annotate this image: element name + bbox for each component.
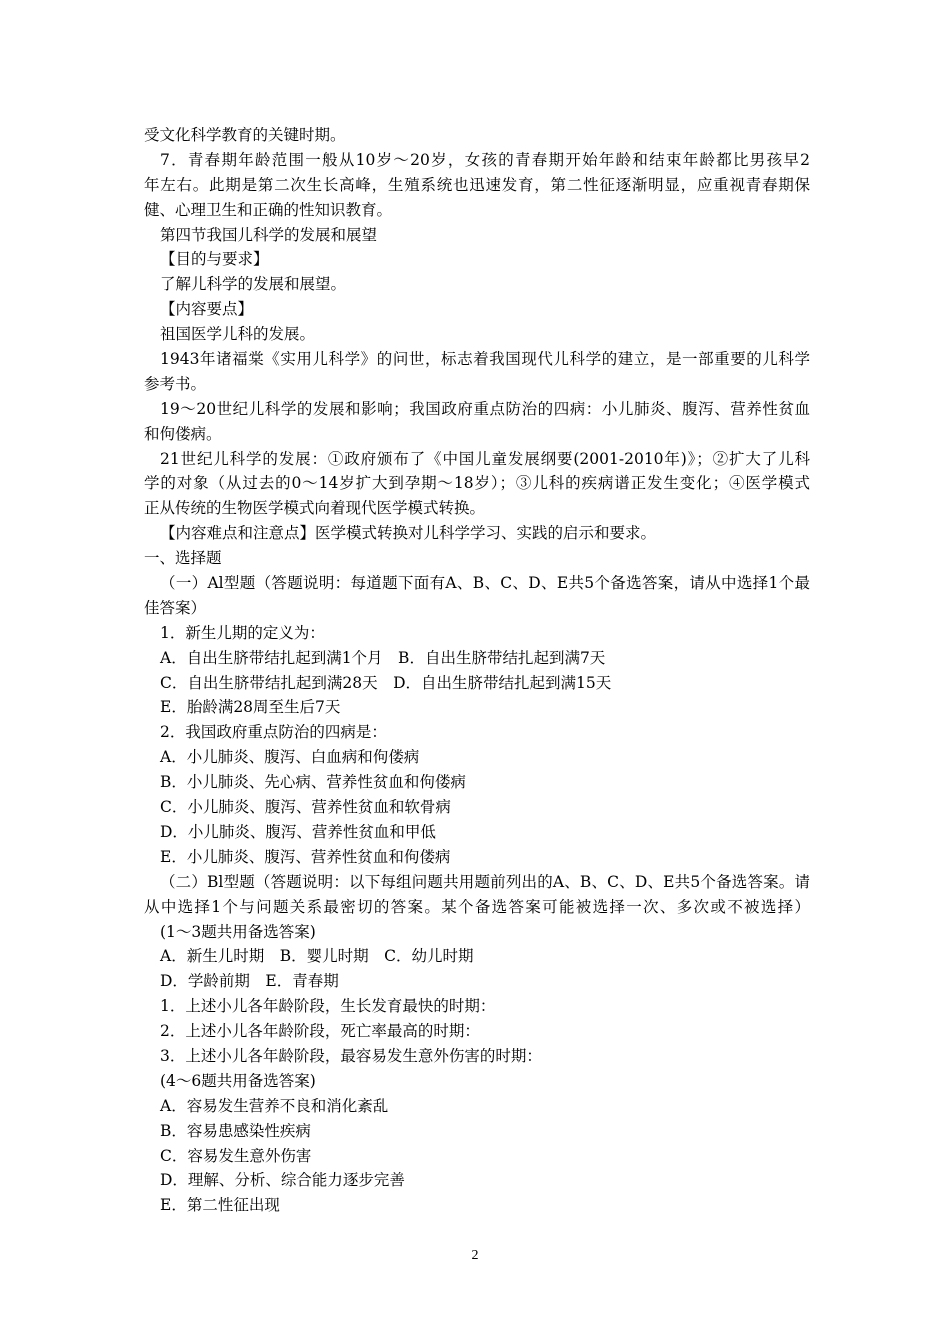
text-line: C．容易发生意外伤害 (160, 1146, 312, 1165)
text-line: E．小儿肺炎、腹泻、营养性贫血和佝偻病 (160, 847, 451, 866)
text-line: 从中选择1个与问题关系最密切的答案。某个备选答案可能被选择一次、多次或不被选择） (144, 897, 810, 916)
text-line: 1．新生儿期的定义为： (160, 623, 325, 642)
text-line: 第四节我国儿科学的发展和展望 (160, 225, 378, 244)
text-line: 受文化科学教育的关键时期。 (144, 126, 346, 144)
text-line: A．小儿肺炎、腹泻、白血病和佝偻病 (160, 748, 420, 767)
text-line: 祖国医学儿科的发展。 (160, 325, 316, 344)
text-line: 正从传统的生物医学模式向着现代医学模式转换。 (144, 499, 486, 518)
text-line: A．自出生脐带结扎起到满1个月 B．自出生脐带结扎起到满7天 (160, 648, 606, 667)
text-line: E．第二性征出现 (160, 1196, 280, 1215)
text-line: (4～6题共用备选答案) (160, 1071, 316, 1090)
text-line: D．理解、分析、综合能力逐步完善 (160, 1171, 405, 1190)
text-line: 【内容要点】 (160, 300, 254, 319)
text-line: A．新生儿时期 B．婴儿时期 C．幼儿时期 (160, 947, 474, 966)
text-line: 佳答案） (144, 598, 207, 617)
text-line: C．自出生脐带结扎起到满28天 D．自出生脐带结扎起到满15天 (160, 673, 612, 692)
text-line: E．胎龄满28周至生后7天 (160, 698, 341, 717)
text-line: 【目的与要求】 (160, 250, 269, 269)
text-line: 年左右。此期是第二次生长高峰，生殖系统也迅速发育，第二性征逐渐明显，应重视青春期保 (144, 175, 810, 194)
text-line: 2．上述小儿各年龄阶段，死亡率最高的时期： (160, 1022, 480, 1041)
page-number: 2 (471, 1248, 479, 1263)
text-line: 参考书。 (144, 374, 207, 393)
text-line: D．小儿肺炎、腹泻、营养性贫血和甲低 (160, 822, 436, 841)
text-line: 21世纪儿科学的发展：①政府颁布了《中国儿童发展纲要(2001-2010年)》；②扩大了儿科 (160, 449, 810, 468)
text-line: （一）Al型题（答题说明：每道题下面有A、B、C、D、E共5个备选答案，请从中选择1个最 (160, 574, 810, 593)
text-line: D．学龄前期 E．青春期 (160, 972, 339, 991)
text-line: 2．我国政府重点防治的四病是： (160, 723, 387, 742)
text-line: C．小儿肺炎、腹泻、营养性贫血和软骨病 (160, 798, 451, 817)
text-line: 和佝偻病。 (144, 424, 222, 443)
document-body (144, 123, 810, 1218)
text-line: 学的对象（从过去的0～14岁扩大到孕期～18岁）；③儿科的疾病谱正发生变化；④医学模式 (144, 474, 810, 493)
text-line: A．容易发生营养不良和消化紊乱 (160, 1096, 389, 1115)
text-line: 一、选择题 (144, 549, 222, 568)
text-line: B．容易患感染性疾病 (160, 1121, 311, 1140)
text-line: 7．青春期年龄范围一般从10岁～20岁，女孩的青春期开始年龄和结束年龄都比男孩早2 (160, 150, 810, 169)
text-line: 健、心理卫生和正确的性知识教育。 (144, 200, 393, 219)
text-line: （二）Bl型题（答题说明：以下每组问题共用题前列出的A、B、C、D、E共5个备选答案。请 (160, 872, 810, 891)
text-line: (1～3题共用备选答案) (160, 922, 316, 941)
text-line: 19～20世纪儿科学的发展和影响；我国政府重点防治的四病：小儿肺炎、腹泻、营养性贫血 (160, 399, 810, 418)
text-line: B．小儿肺炎、先心病、营养性贫血和佝偻病 (160, 773, 466, 792)
text-line: 【内容难点和注意点】医学模式转换对儿科学学习、实践的启示和要求。 (160, 524, 657, 543)
text-line: 1．上述小儿各年龄阶段，生长发育最快的时期： (160, 997, 496, 1016)
text-line: 3．上述小儿各年龄阶段，最容易发生意外伤害的时期： (160, 1046, 542, 1065)
text-line: 1943年诸福棠《实用儿科学》的问世，标志着我国现代儿科学的建立，是一部重要的儿科学 (160, 350, 810, 369)
text-line: 了解儿科学的发展和展望。 (160, 275, 347, 294)
